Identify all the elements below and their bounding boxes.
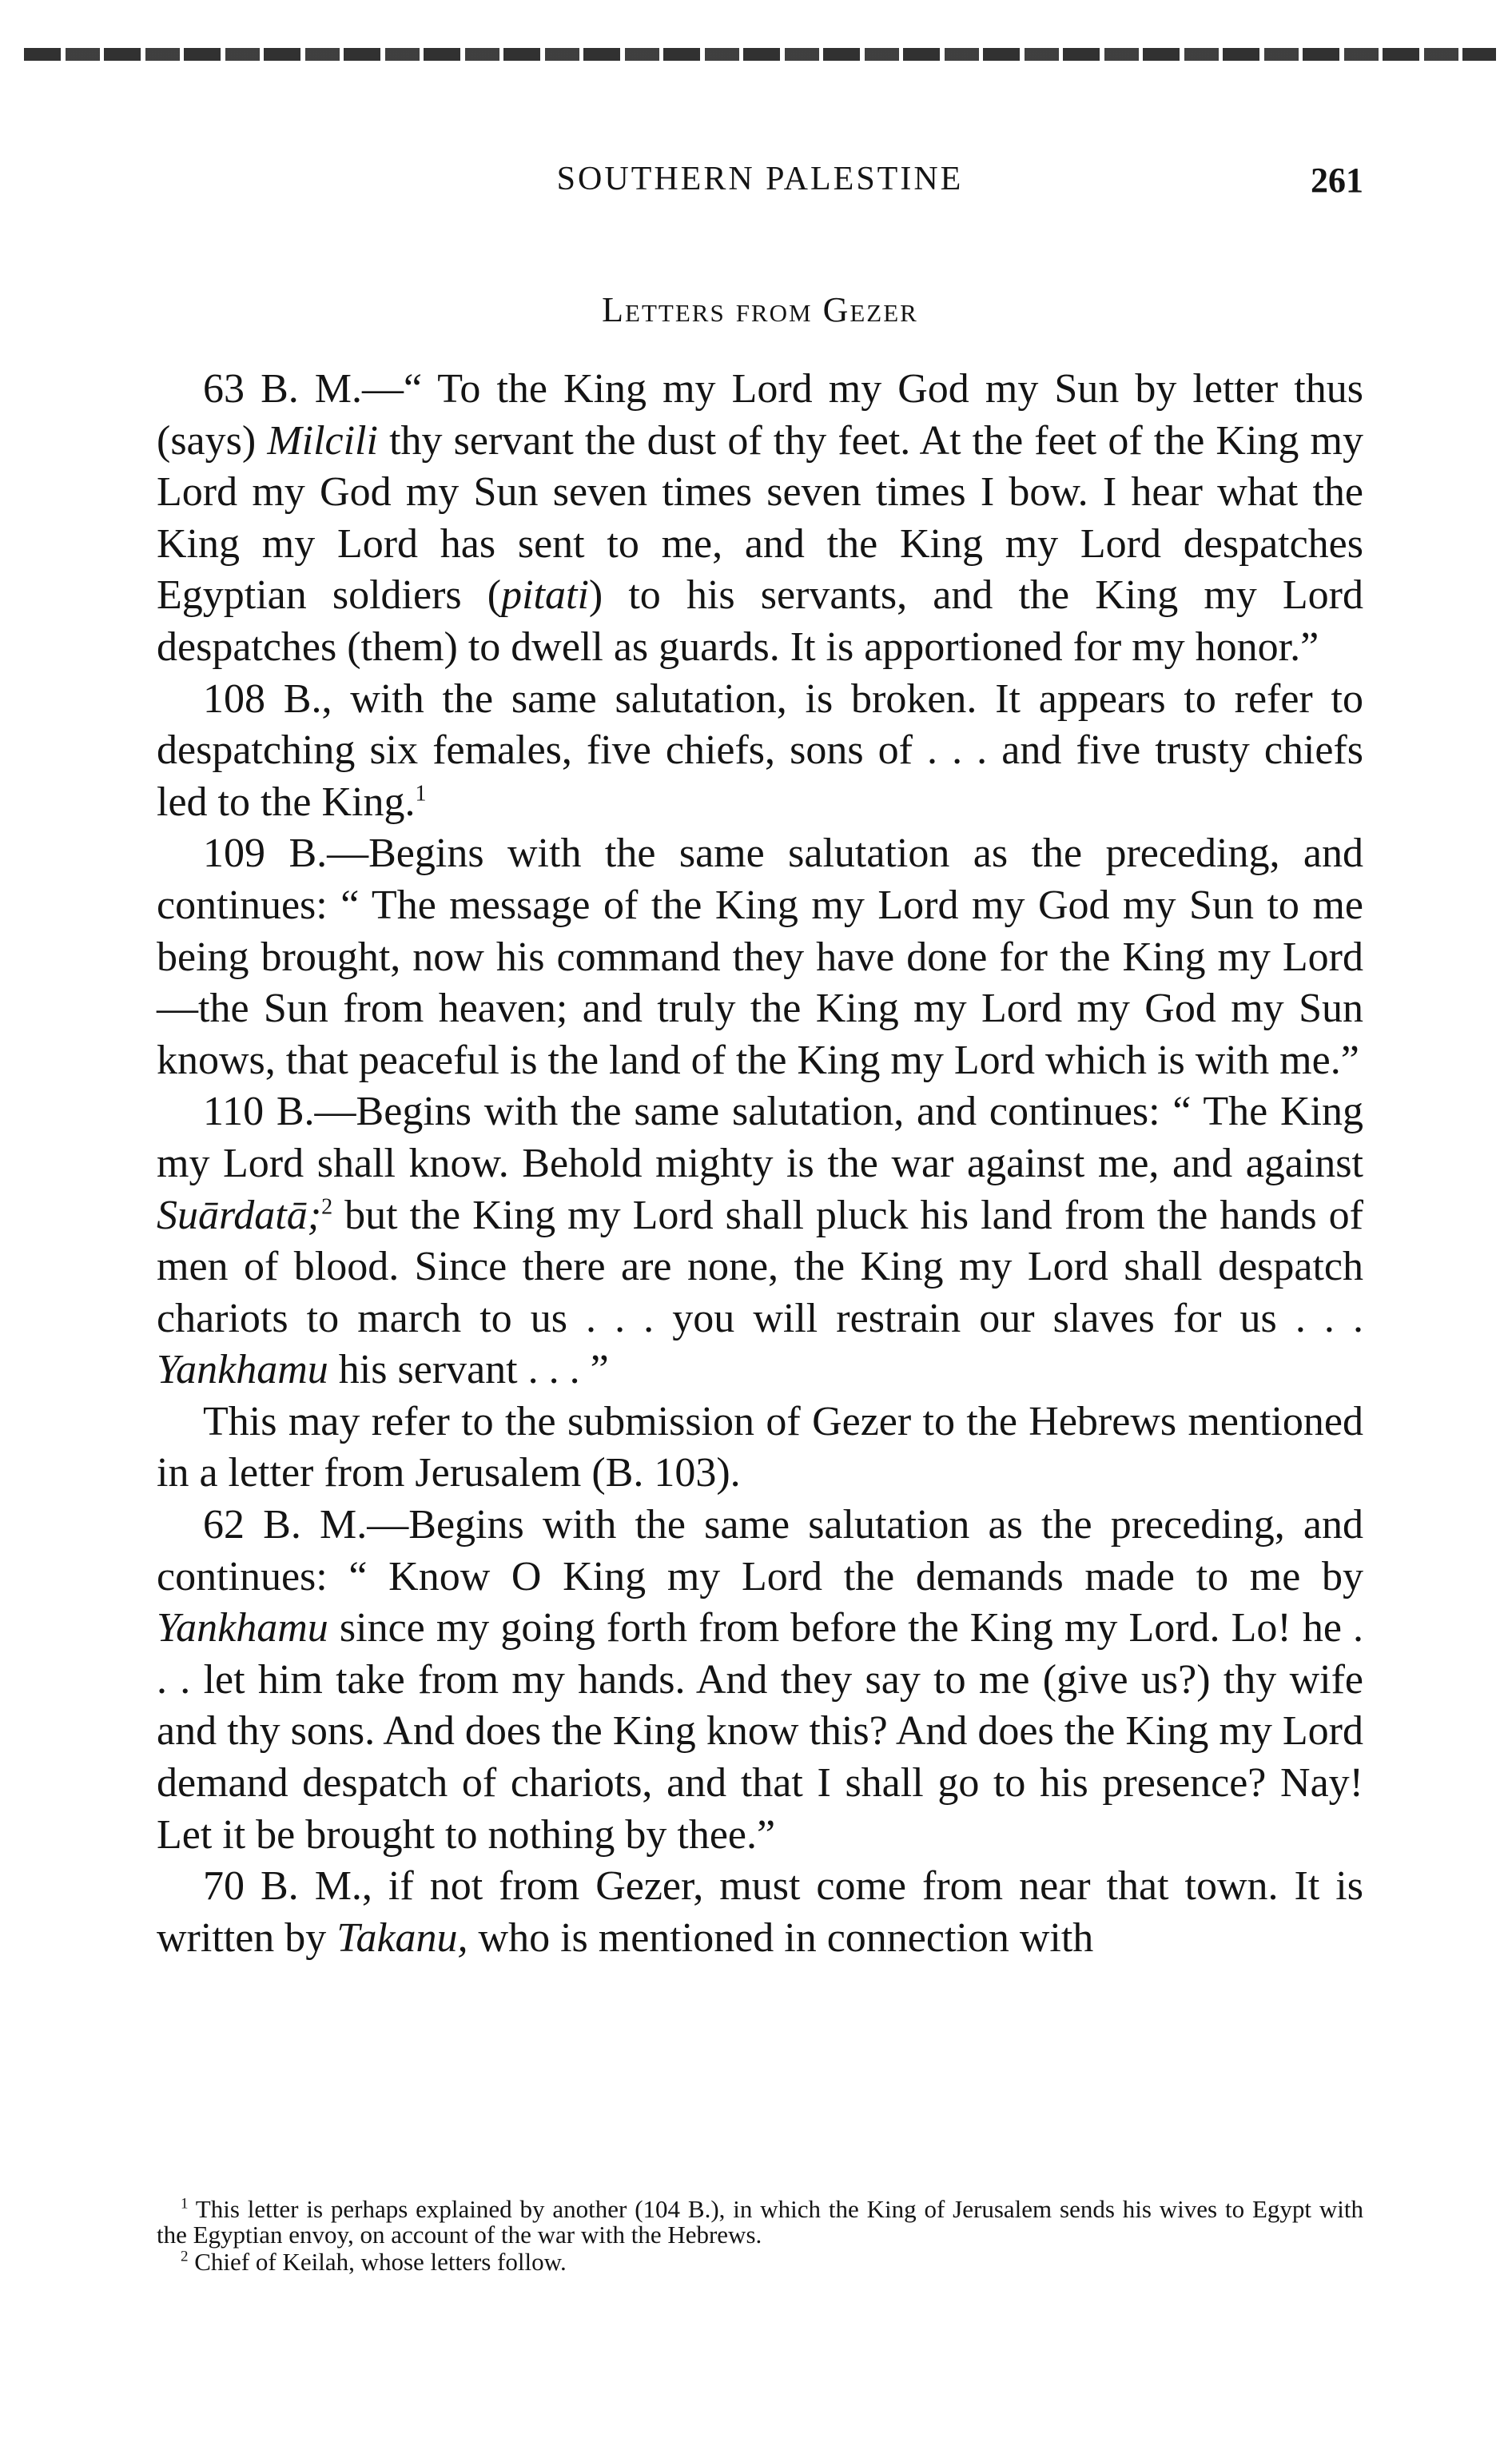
footnote-ref: 1 (415, 781, 427, 807)
paragraph-commentary: This may refer to the submission of Gezer to the Hebrews mentioned in a letter from Jerusalem (B. 103). (157, 1398, 1363, 1496)
page-header (157, 160, 1363, 208)
paragraph-letter-109: 109 B.—Begins with the same salutation as the preceding, and continues: “ The message of the King my Lord my God my Sun to me being brought, now his command they have done for the King my Lord—the Sun from heaven; and truly the King my Lord my God my Sun knows, that peaceful is the land of the King my Lord which is with me.” (157, 831, 1363, 1083)
running-title: SOUTHERN PALESTINE (556, 161, 964, 197)
body-text (157, 364, 1363, 1964)
footnote-ref: 2 (321, 1194, 333, 1220)
footnote-1: $^1$ This letter is perhaps explained by another (104 B.), in which the King of Jerusalem sends his wives to Egypt with the Egyptian envoy, on account of the war with the Hebrews. (157, 2195, 1363, 2249)
paragraph-letter-108: 108 B., with the same salutation, is broken. It appears to refer to despatching six females, five chiefs, sons of . . . and five trusty chiefs led to the King.$^1$ (157, 675, 1363, 825)
page-number: 261 (1311, 161, 1363, 200)
scan-border (24, 48, 1496, 61)
paragraph-letter-62: 62 B. M.—Begins with the same salutation as the preceding, and continues: “ Know O King my Lord the demands made to me by Yankhamu since my going forth from before the King my Lord. Lo! he . . . let him take from my hands. And they say to me (give us?) thy wife and thy sons. And does the King know this? And does the King my Lord demand despatch of chariots, and that I shall go to his presence? Nay! Let it be brought to nothing by thee.” (157, 1502, 1363, 1858)
section-heading: Letters from Gezer (602, 290, 918, 329)
paragraph-letter-63: 63 B. M.—“ To the King my Lord my God my Sun by letter thus (says) Milcili thy servant the dust of thy feet. At the feet of the King my Lord my God my Sun seven times seven times I bow. I hear what the King my Lord has sent to me, and the King my Lord despatches Egyptian soldiers (pitati) to his servants, and the King my Lord despatches (them) to dwell as guards. It is apportioned for my honor.” (157, 366, 1363, 670)
paragraph-letter-70: 70 B. M., if not from Gezer, must come from near that town. It is written by Takanu, who is mentioned in connection with (157, 1863, 1363, 1961)
footnote-column (157, 2197, 1363, 2277)
footnote-2: $^2$ Chief of Keilah, whose letters follow. (181, 2248, 567, 2276)
footnotes (157, 2197, 1363, 2277)
paragraph-letter-110: 110 B.—Begins with the same salutation, and continues: “ The King my Lord shall know. Behold mighty is the war against me, and against Suārdatā;$^2$ but the King my Lord shall pluck his land from the hands of men of blood. Since there are none, the King my Lord shall despatch chariots to march to us . . . you will restrain our slaves for us . . . Yankhamu his servant . . . ” (157, 1089, 1363, 1393)
